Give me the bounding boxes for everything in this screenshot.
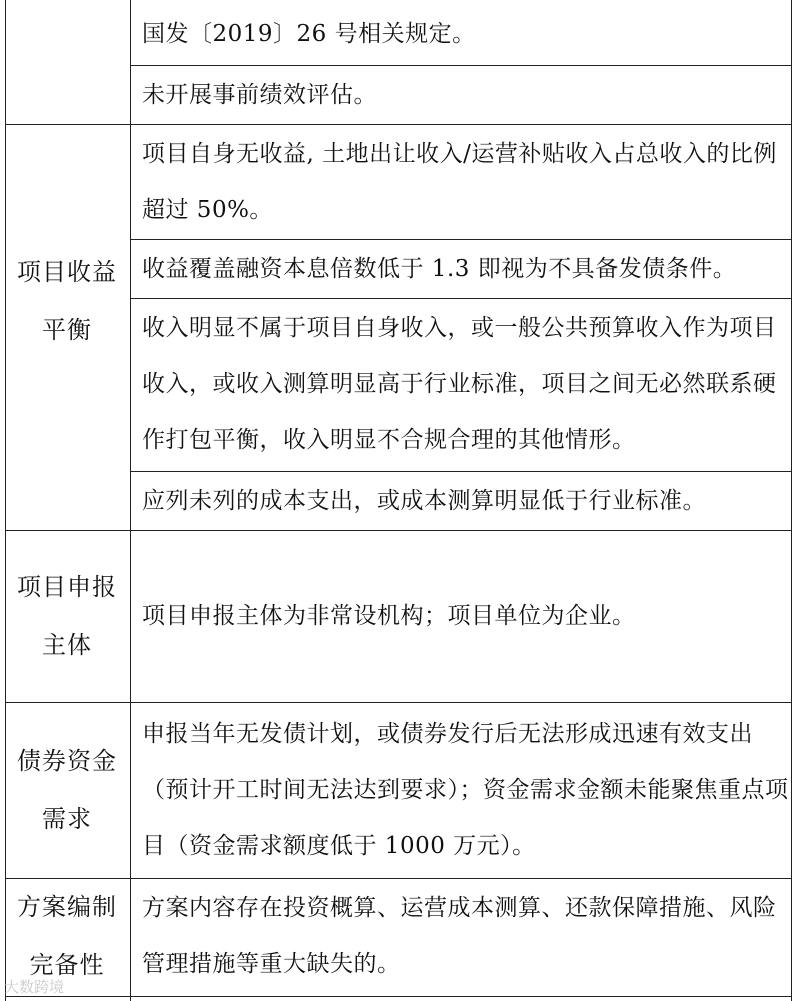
row-label-line: 债券资金 [17, 747, 117, 775]
divider [5, 996, 792, 997]
border-middle [130, 0, 131, 1001]
divider [130, 65, 792, 66]
table-cell: 国发〔2019〕26 号相关规定。 [142, 21, 476, 47]
row-label-line: 项目申报 [17, 573, 117, 601]
border-right [791, 0, 792, 1001]
row-label-line: 需求 [42, 805, 92, 833]
table-cell: 未开展事前绩效评估。 [142, 82, 377, 108]
table-cell: 项目自身无收益, 土地出让收入/运营补贴收入占总收入的比例超过 50%。 [142, 141, 777, 223]
divider [130, 471, 792, 472]
row-label-line: 方案编制 [17, 893, 117, 921]
divider [130, 298, 792, 299]
table-cell: 项目申报主体为非常设机构；项目单位为企业。 [142, 603, 636, 629]
table-cell: 方案内容存在投资概算、运营成本测算、还款保障措施、风险管理措施等重大缺失的。 [142, 895, 777, 977]
row-label-line: 平衡 [42, 316, 92, 344]
table-cell: 申报当年无发债计划，或债券发行后无法形成迅速有效支出（预计开工时间无法达到要求）；资金需求金额未能聚焦重点项目（资金需求额度低于 1000 万元）。 [142, 721, 789, 859]
row-label [6, 243, 128, 359]
table-cell: 收入明显不属于项目自身收入，或一般公共预算收入作为项目收入，或收入测算明显高于行业标准，项目之间无必然联系硬作打包平衡，收入明显不合规合理的其他情形。 [142, 315, 777, 453]
divider [5, 530, 792, 531]
divider [130, 239, 792, 240]
row-label [6, 732, 128, 848]
border-left [5, 0, 6, 1001]
divider [5, 702, 792, 703]
row-label-line: 完备性 [29, 951, 105, 979]
divider [5, 124, 792, 125]
table-cell: 收益覆盖融资本息倍数低于 1.3 即视为不具备发债条件。 [142, 256, 737, 282]
row-label [6, 558, 128, 674]
row-label-line: 项目收益 [17, 258, 117, 286]
watermark: 大数跨境 [4, 978, 65, 996]
row-label-line: 主体 [42, 631, 92, 659]
table-cell: 应列未列的成本支出，或成本测算明显低于行业标准。 [142, 488, 706, 514]
